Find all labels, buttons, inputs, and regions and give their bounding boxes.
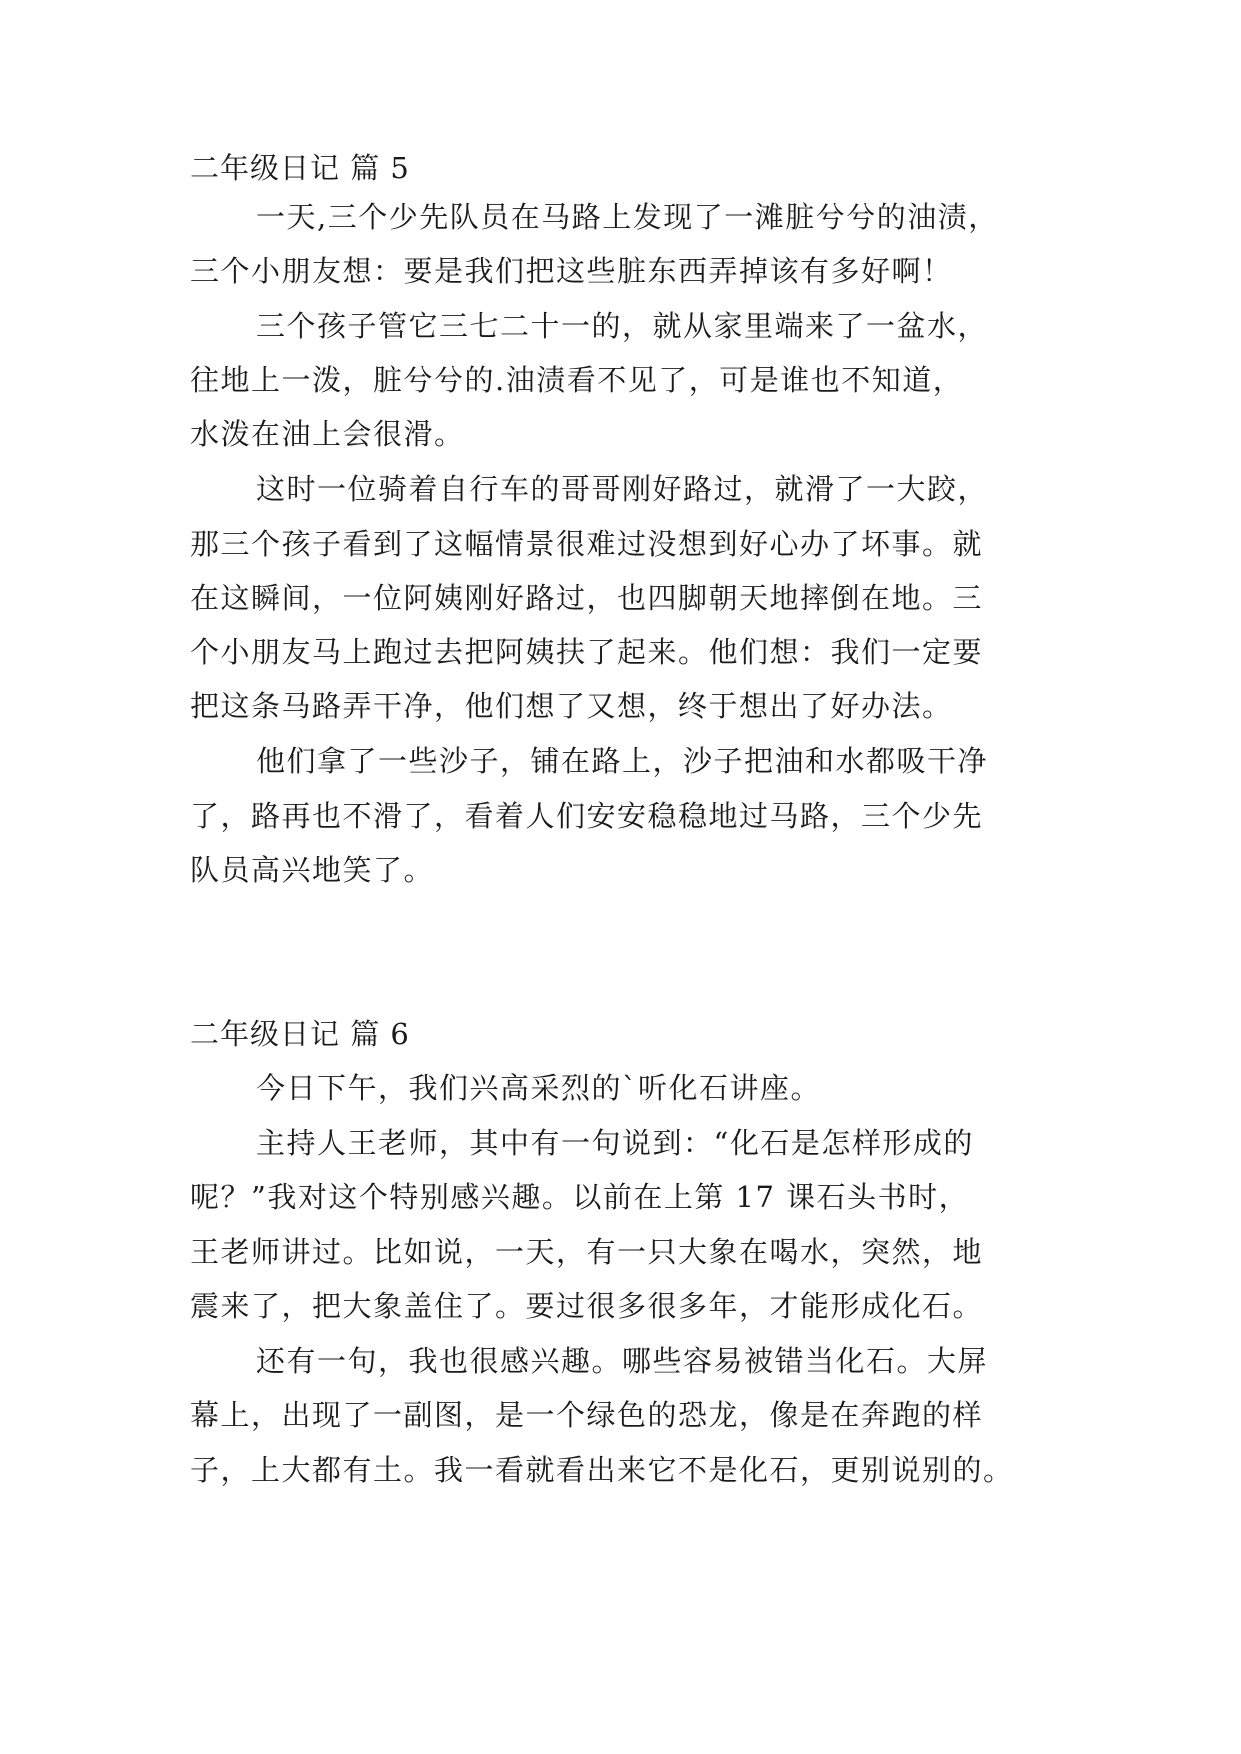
paragraph-line: 今日下午，我们兴高采烈的`听化石讲座。 xyxy=(256,1071,822,1105)
paragraph-line: 子，上大都有土。我一看就看出来它不是化石，更别说别的。 xyxy=(190,1453,1014,1487)
paragraph-line: 王老师讲过。比如说，一天，有一只大象在喝水，突然，地 xyxy=(190,1235,984,1269)
paragraph-line: 个小朋友马上跑过去把阿姨扶了起来。他们想：我们一定要 xyxy=(190,635,984,669)
paragraph-line: 主持人王老师，其中有一句说到：“化石是怎样形成的 xyxy=(256,1126,974,1160)
paragraph-line: 一天,三个少先队员在马路上发现了一滩脏兮兮的油渍， xyxy=(256,200,999,234)
paragraph-line: 把这条马路弄干净，他们想了又想，终于想出了好办法。 xyxy=(190,689,953,723)
paragraph-line: 他们拿了一些沙子，铺在路上，沙子把油和水都吸干净 xyxy=(256,744,989,778)
paragraph-line: 了，路再也不滑了，看着人们安安稳稳地过马路，三个少先 xyxy=(190,799,984,833)
paragraph-line: 水泼在油上会很滑。 xyxy=(190,417,465,451)
paragraph-line: 三个孩子管它三七二十一的，就从家里端来了一盆水， xyxy=(256,309,989,343)
paragraph-line: 三个小朋友想：要是我们把这些脏东西弄掉该有多好啊！ xyxy=(190,254,953,288)
paragraph-line: 震来了，把大象盖住了。要过很多很多年，才能形成化石。 xyxy=(190,1289,984,1323)
paragraph-line: 这时一位骑着自行车的哥哥刚好路过，就滑了一大跤， xyxy=(256,472,989,506)
paragraph-line: 队员高兴地笑了。 xyxy=(190,853,435,887)
section-title: 二年级日记 篇 6 xyxy=(190,1017,410,1051)
paragraph-line: 幕上，出现了一副图，是一个绿色的恐龙，像是在奔跑的样 xyxy=(190,1398,984,1432)
paragraph-line: 呢？”我对这个特别感兴趣。以前在上第 17 课石头书时， xyxy=(190,1180,970,1214)
paragraph-line: 往地上一泼，脏兮兮的.油渍看不见了，可是谁也不知道， xyxy=(190,363,964,397)
paragraph-line: 那三个孩子看到了这幅情景很难过没想到好心办了坏事。就 xyxy=(190,527,984,561)
paragraph-line: 还有一句，我也很感兴趣。哪些容易被错当化石。大屏 xyxy=(256,1344,989,1378)
paragraph-line: 在这瞬间，一位阿姨刚好路过，也四脚朝天地摔倒在地。三 xyxy=(190,581,984,615)
section-title: 二年级日记 篇 5 xyxy=(190,151,410,185)
